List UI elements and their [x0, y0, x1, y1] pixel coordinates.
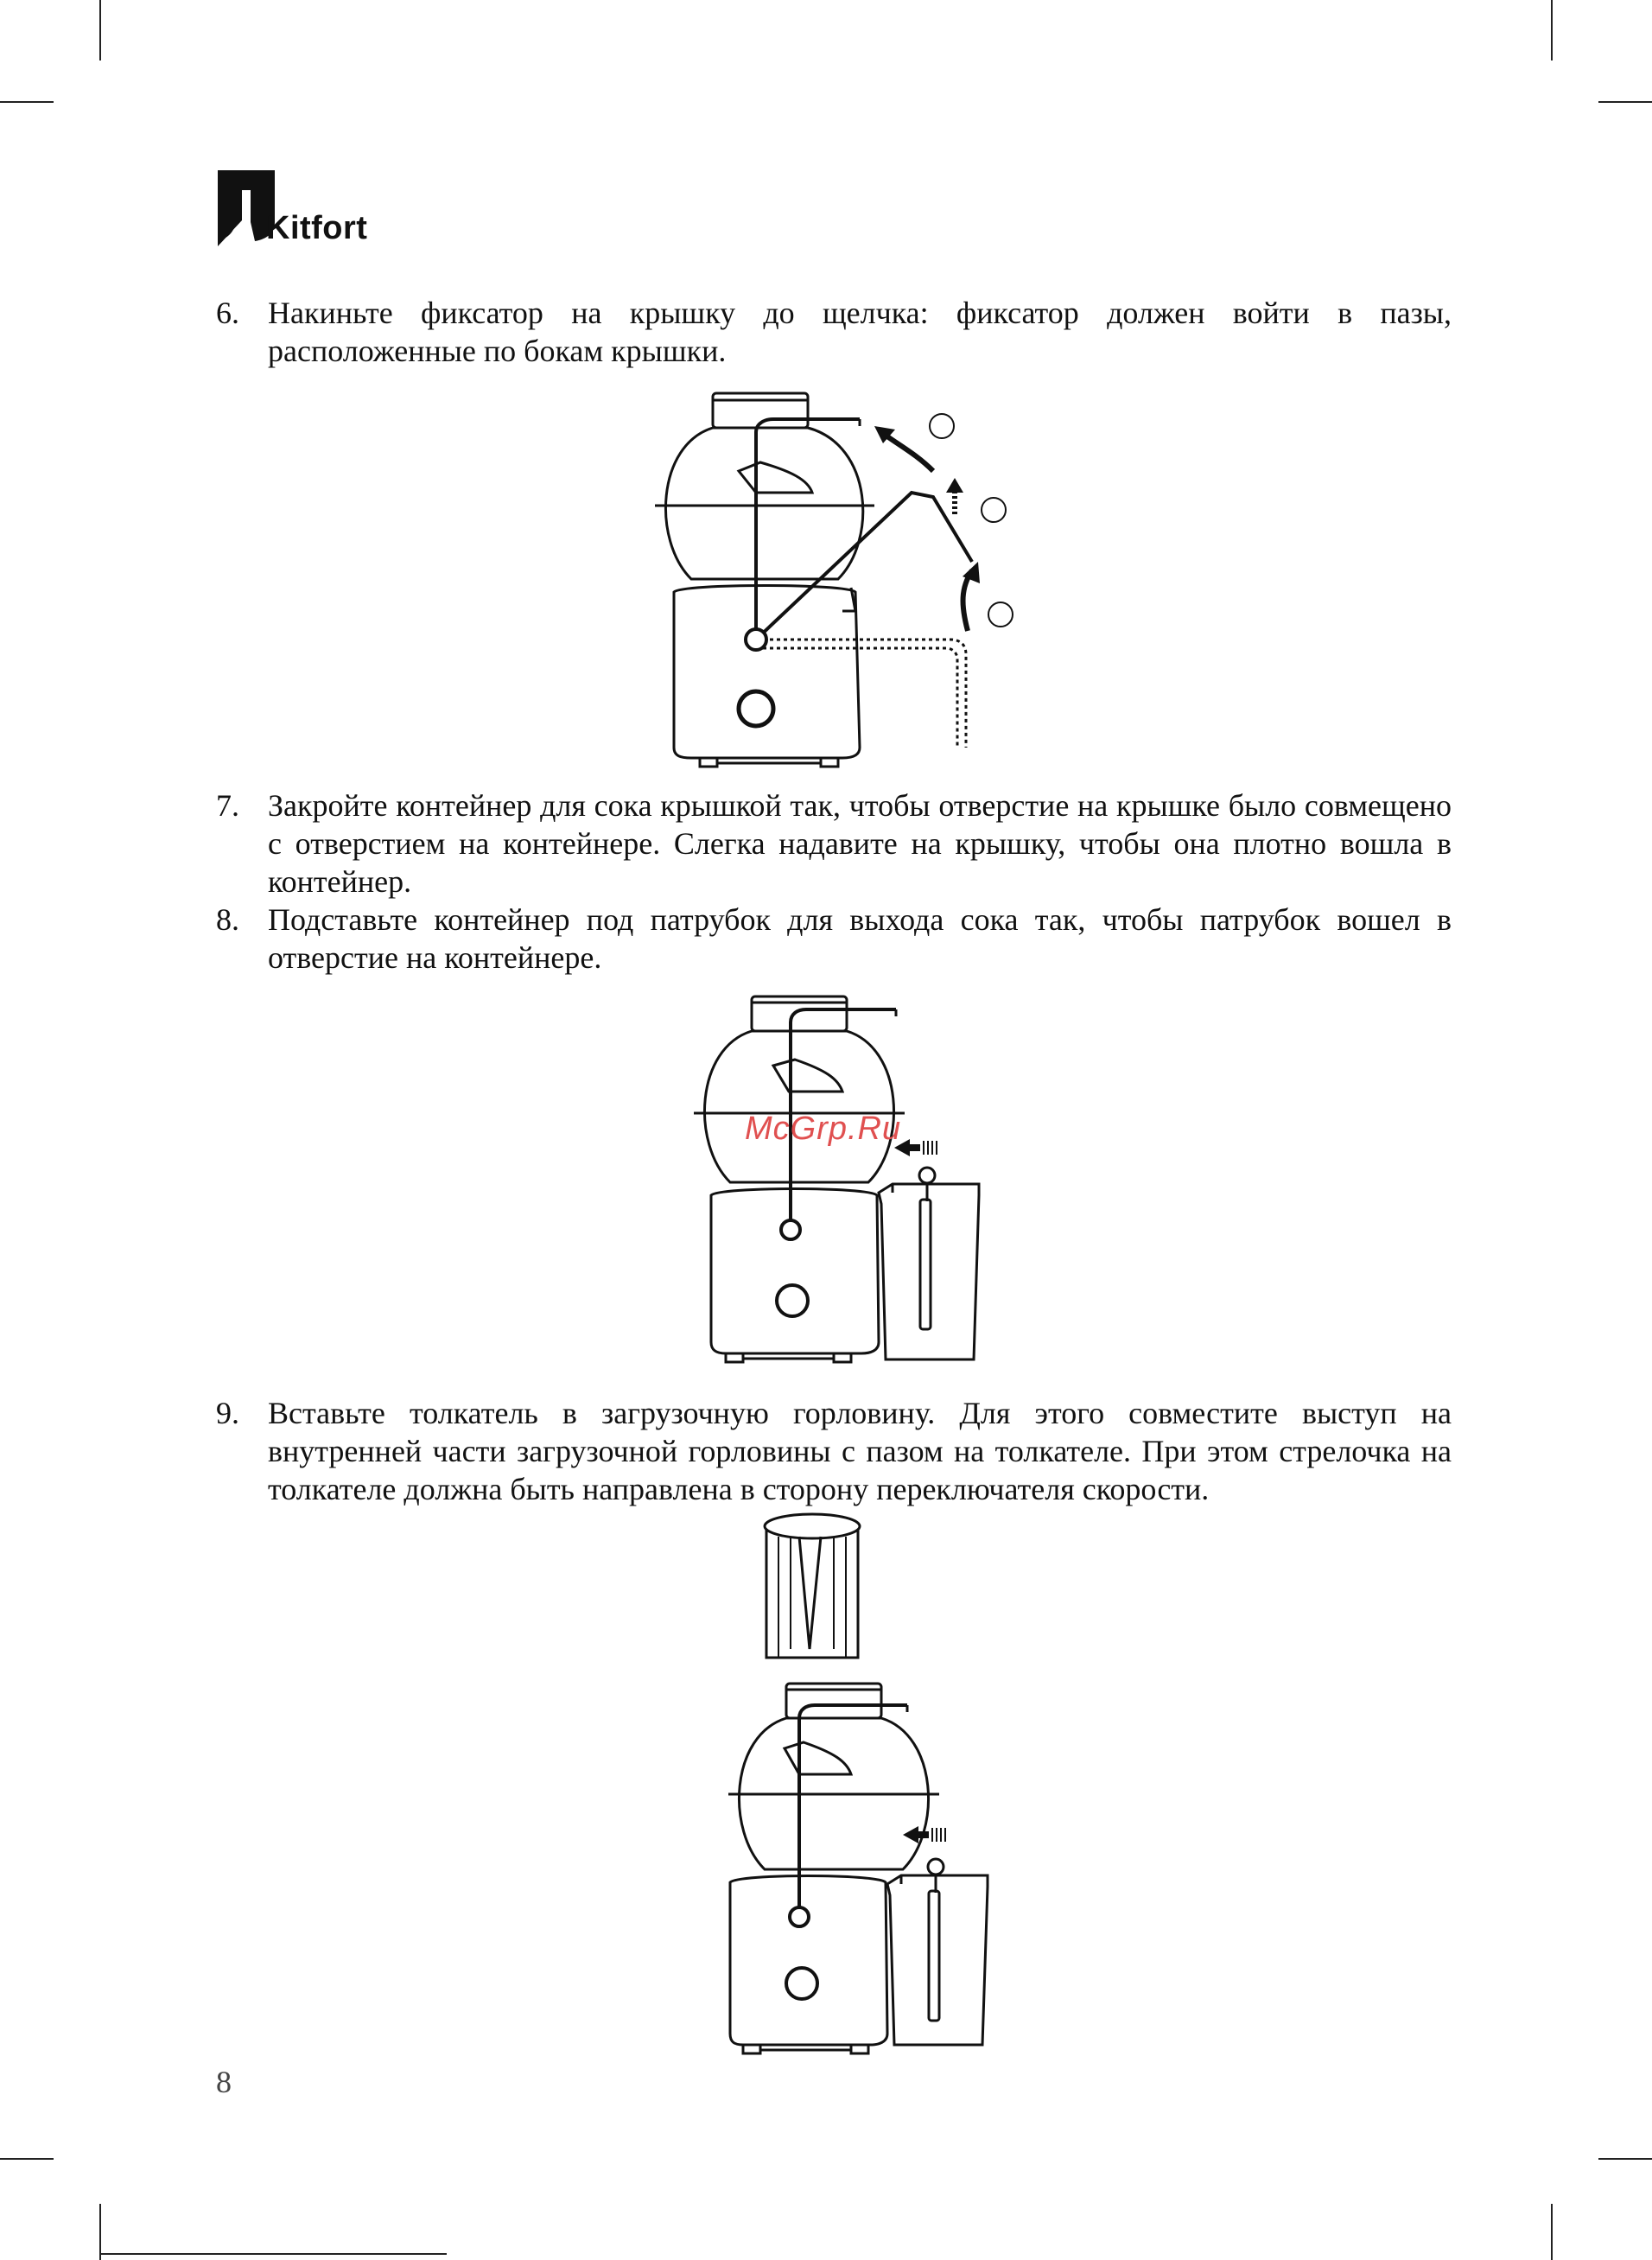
step-7 — [216, 786, 1452, 901]
juicer-pusher-illustration — [696, 1511, 1015, 2055]
step-text: Подставьте контейнер под патрубок для выхода сока так, чтобы патрубок вошел в отверстие на контейнере. — [268, 902, 1452, 975]
page-number: 8 — [216, 2065, 232, 2099]
step-9 — [216, 1394, 1452, 1508]
step-number: 9. — [216, 1396, 239, 1430]
crop-mark — [1598, 2158, 1652, 2160]
juicer-clamp-illustration — [639, 385, 1028, 773]
juicer-container-illustration — [687, 992, 1007, 1368]
step-number: 8. — [216, 902, 239, 937]
crop-mark — [99, 2204, 101, 2260]
step-text: Накиньте фиксатор на крышку до щелчка: фиксатор должен войти в пазы, расположенные по бокам крышки. — [268, 296, 1452, 368]
step-number: 7. — [216, 788, 239, 823]
crop-mark — [1551, 0, 1553, 60]
figure-insert-pusher — [696, 1511, 1015, 2055]
step-text: Вставьте толкатель в загрузочную горловину. Для этого совместите выступ на внутренней части загрузочной горловины с пазом на толкателе. При этом стрелочка на толкателе должна быть направлена в сторону переключателя скорости. — [268, 1396, 1452, 1506]
crop-mark — [99, 0, 101, 60]
crop-mark — [1551, 2204, 1553, 2260]
step-number: 6. — [216, 296, 239, 330]
step-text: Закройте контейнер для сока крышкой так, чтобы отверстие на крышке было совмещено с отверстием на контейнере. Слегка надавите на крышку, чтобы она плотно вошла в контейнер. — [268, 788, 1452, 899]
brand-name: Kitfort — [266, 210, 368, 246]
figure-clamp-lid — [639, 385, 1028, 773]
watermark: McGrp.Ru — [745, 1111, 902, 1147]
crop-mark — [0, 101, 54, 103]
crop-mark — [0, 2158, 54, 2160]
crop-mark — [1598, 101, 1652, 103]
figure-place-container — [687, 992, 1007, 1368]
step-6 — [216, 294, 1452, 370]
crop-mark — [101, 2253, 447, 2255]
step-8 — [216, 901, 1452, 977]
